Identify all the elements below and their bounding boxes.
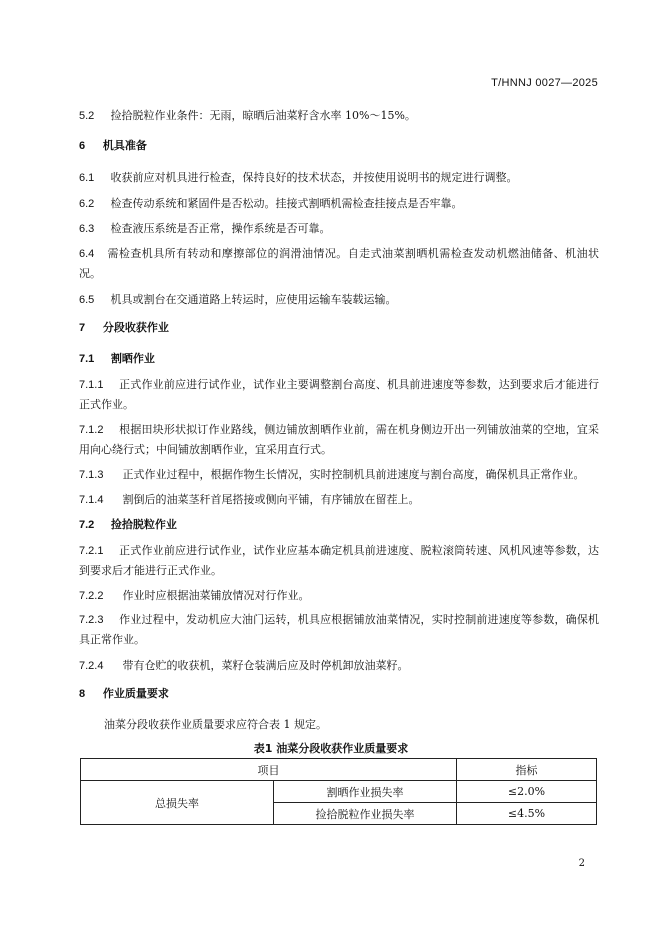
clause-number: 7.1.1 xyxy=(79,379,104,391)
clause-7-2-4 xyxy=(79,656,599,676)
table-caption: 表1 油菜分段收获作业质量要求 xyxy=(253,742,409,755)
clause-number: 6.2 xyxy=(79,198,95,210)
row-item: 割晒作业损失率 xyxy=(274,781,457,803)
heading-text: 作业质量要求 xyxy=(102,687,169,700)
heading-7-2 xyxy=(79,515,599,535)
clause-6-4 xyxy=(79,244,599,284)
clause-text: 捡拾脱粒作业条件：无雨，晾晒后油菜籽含水率 10%～15%。 xyxy=(110,109,416,122)
clause-number: 6.3 xyxy=(79,223,95,235)
clause-7-1-4 xyxy=(79,490,599,510)
clause-text: 割倒后的油菜茎秆首尾搭接或侧向平铺，有序铺放在留茬上。 xyxy=(122,493,420,506)
clause-number: 6.4 xyxy=(79,248,95,260)
clause-7-1-3 xyxy=(79,465,599,485)
clause-7-2-1 xyxy=(79,541,599,581)
clause-text: 正式作业前应进行试作业，试作业应基本确定机具前进速度、脱粒滚筒转速、风机风速等参数，达到要求后才能进行正式作业。 xyxy=(79,544,599,577)
clause-text: 检查传动系统和紧固件是否松动。挂接式割晒机需检查挂接点是否牢靠。 xyxy=(110,197,463,210)
table-intro: 油菜分段收获作业质量要求应符合表 1 规定。 xyxy=(104,718,327,731)
clause-text: 收获前应对机具进行检查，保持良好的技术状态，并按使用说明书的规定进行调整。 xyxy=(110,171,518,184)
table-row xyxy=(81,781,597,803)
heading-number: 7.1 xyxy=(79,353,95,365)
clause-number: 6.5 xyxy=(79,294,95,306)
standard-code: T/HNNJ 0027—2025 xyxy=(491,77,598,89)
clause-text: 检查液压系统是否正常，操作系统是否可靠。 xyxy=(110,222,331,235)
clause-number: 7.1.2 xyxy=(79,424,104,436)
clause-number: 7.2.4 xyxy=(79,660,104,672)
clause-number: 7.2.3 xyxy=(79,614,104,626)
page-number: 2 xyxy=(578,858,585,869)
header-item: 项目 xyxy=(81,759,457,781)
heading-8 xyxy=(79,684,599,704)
header-indicator: 指标 xyxy=(457,759,597,781)
row-item: 捡拾脱粒作业损失率 xyxy=(274,803,457,825)
heading-7 xyxy=(79,318,599,338)
heading-text: 捡拾脱粒作业 xyxy=(110,518,177,531)
heading-6 xyxy=(79,136,599,156)
clause-text: 根据田块形状拟订作业路线，侧边铺放割晒作业前，需在机身侧边开出一列铺放油菜的空地，宜采用向心绕行式；中间铺放割晒作业，宜采用直行式。 xyxy=(79,423,599,456)
clause-6-2 xyxy=(79,194,599,214)
clause-number: 7.2.2 xyxy=(79,590,104,602)
clause-text: 正式作业过程中，根据作物生长情况，实时控制机具前进速度与割台高度，确保机具正常作业。 xyxy=(122,468,585,481)
clause-number: 6.1 xyxy=(79,172,95,184)
clause-7-1-2 xyxy=(79,420,599,460)
heading-7-1 xyxy=(79,349,599,369)
clause-number: 7.1.4 xyxy=(79,494,104,506)
clause-6-5 xyxy=(79,290,599,310)
clause-5-2 xyxy=(79,106,599,126)
clause-6-3 xyxy=(79,219,599,239)
clause-7-1-1 xyxy=(79,375,599,415)
group-label: 总损失率 xyxy=(81,781,274,825)
heading-text: 机具准备 xyxy=(102,139,147,152)
clause-text: 机具或割台在交通道路上转运时，应使用运输车装载运输。 xyxy=(110,293,397,306)
heading-number: 6 xyxy=(79,140,86,152)
heading-number: 7.2 xyxy=(79,519,95,531)
heading-text: 分段收获作业 xyxy=(102,321,169,334)
clause-text: 正式作业前应进行试作业，试作业主要调整割台高度、机具前进速度等参数，达到要求后才能进行正式作业。 xyxy=(79,378,599,411)
clause-text: 带有仓贮的收获机，菜籽仓装满后应及时停机卸放油菜籽。 xyxy=(122,659,409,672)
clause-7-2-2 xyxy=(79,586,599,606)
table-header-row xyxy=(81,759,597,781)
heading-text: 割晒作业 xyxy=(110,352,155,365)
clause-7-2-3 xyxy=(79,610,599,650)
row-value: ≤2.0% xyxy=(457,781,597,803)
clause-text: 作业时应根据油菜铺放情况对行作业。 xyxy=(122,589,310,602)
clause-number: 7.2.1 xyxy=(79,545,104,557)
heading-number: 7 xyxy=(79,322,86,334)
clause-text: 作业过程中，发动机应大油门运转，机具应根据铺放油菜情况，实时控制前进速度等参数，确保机具正常作业。 xyxy=(79,613,599,646)
clause-number: 5.2 xyxy=(79,110,95,122)
quality-table xyxy=(80,758,597,825)
clause-6-1 xyxy=(79,168,599,188)
heading-number: 8 xyxy=(79,688,86,700)
clause-number: 7.1.3 xyxy=(79,469,104,481)
clause-text: 需检查机具所有转动和摩擦部位的润滑油情况。自走式油菜割晒机需检查发动机燃油储备、机油状况。 xyxy=(79,247,599,280)
row-value: ≤4.5% xyxy=(457,803,597,825)
